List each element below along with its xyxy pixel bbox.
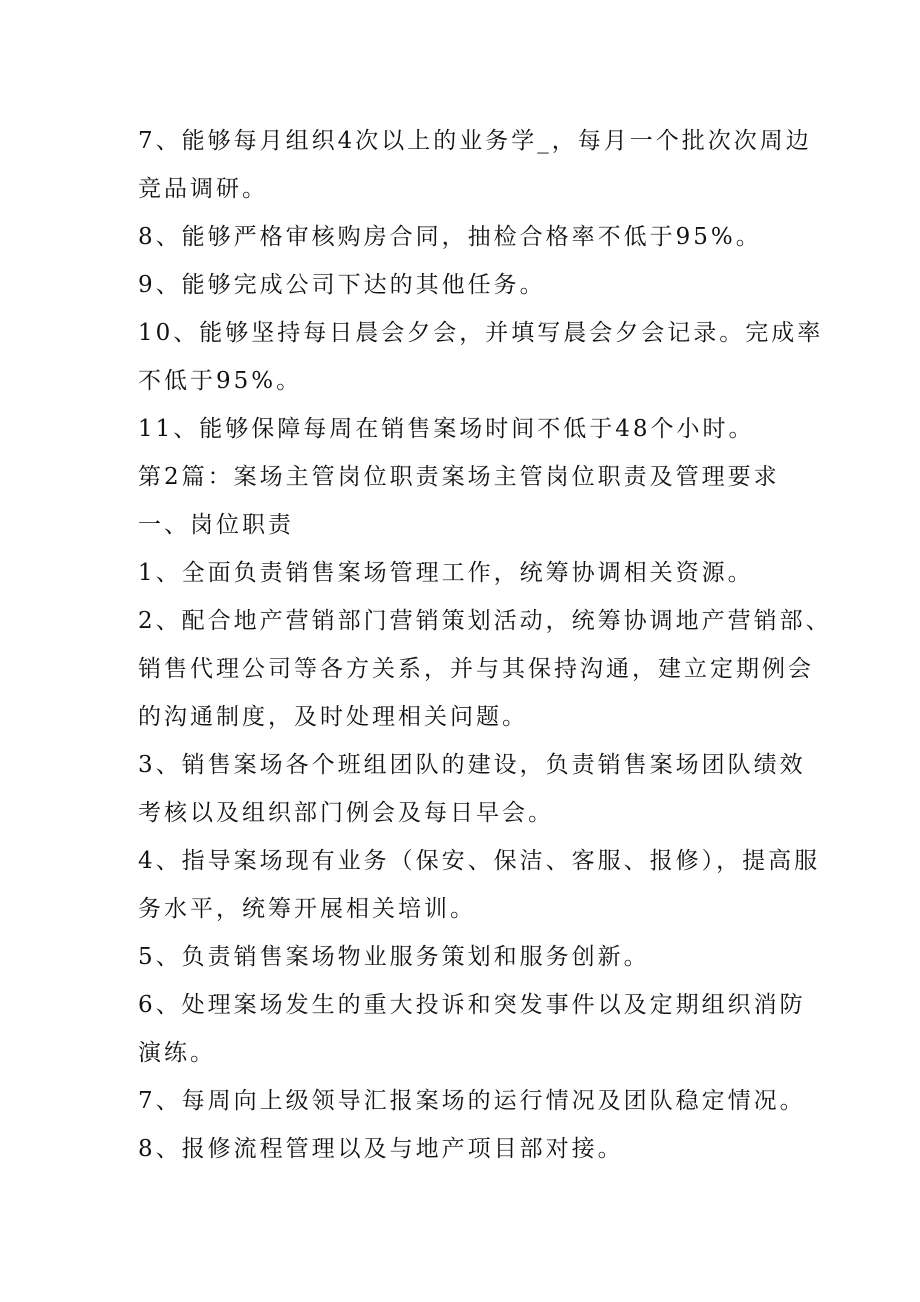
text-line: 竞品调研。 (138, 176, 268, 202)
text-line: 的沟通制度，及时处理相关问题。 (138, 704, 528, 730)
text-line: 1、全面负责销售案场管理工作，统筹协调相关资源。 (138, 560, 754, 586)
text-line: 不低于95%。 (138, 368, 303, 394)
document-body (138, 117, 832, 1173)
section-title: 第2篇：案场主管岗位职责案场主管岗位职责及管理要求 (138, 464, 780, 490)
text-line: 10、能够坚持每日晨会夕会，并填写晨会夕会记录。完成率 (138, 320, 824, 346)
text-line: 演练。 (138, 1040, 216, 1066)
text-line: 9、能够完成公司下达的其他任务。 (138, 272, 546, 298)
text-line: 6、处理案场发生的重大投诉和突发事件以及定期组织消防 (138, 992, 806, 1018)
text-line: 务水平，统筹开展相关培训。 (138, 896, 476, 922)
text-line: 8、报修流程管理以及与地产项目部对接。 (138, 1136, 624, 1162)
text-line: 5、负责销售案场物业服务策划和服务创新。 (138, 944, 650, 970)
section-heading: 一、岗位职责 (138, 512, 294, 538)
text-line: 7、能够每月组织4次以上的业务学_，每月一个批次次周边 (138, 128, 812, 154)
text-line: 2、配合地产营销部门营销策划活动，统筹协调地产营销部、 (138, 608, 832, 634)
text-line: 7、每周向上级领导汇报案场的运行情况及团队稳定情况。 (138, 1088, 806, 1114)
text-line: 考核以及组织部门例会及每日早会。 (138, 800, 554, 826)
text-line: 4、指导案场现有业务（保安、保洁、客服、报修），提高服 (138, 848, 821, 874)
text-line: 销售代理公司等各方关系，并与其保持沟通，建立定期例会 (138, 656, 814, 682)
text-line: 3、销售案场各个班组团队的建设，负责销售案场团队绩效 (138, 752, 806, 778)
text-line: 11、能够保障每周在销售案场时间不低于48个小时。 (138, 416, 755, 442)
text-line: 8、能够严格审核购房合同，抽检合格率不低于95%。 (138, 224, 762, 250)
